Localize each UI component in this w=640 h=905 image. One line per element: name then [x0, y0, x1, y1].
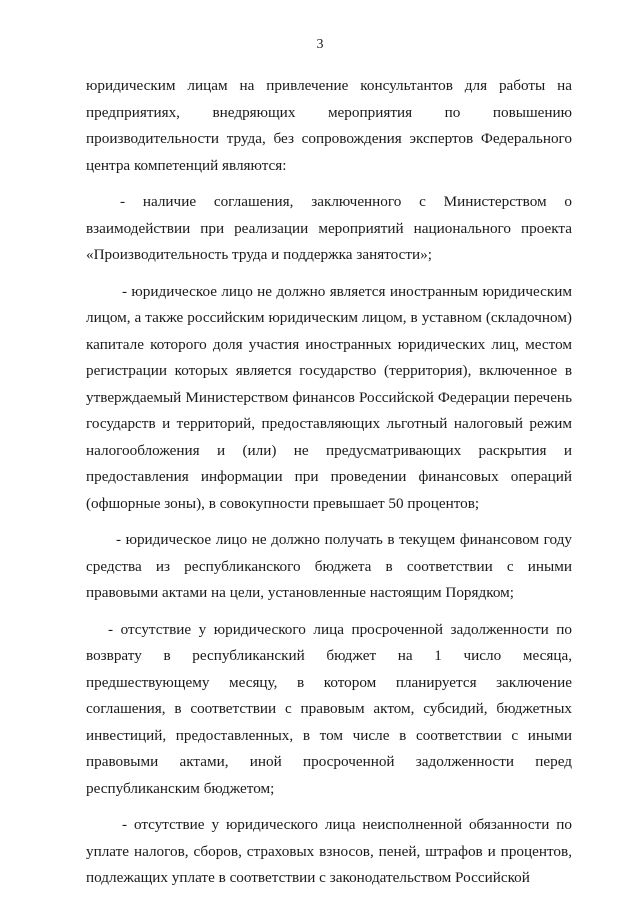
paragraph-foreign-entity: - юридическое лицо не должно является иностранным юридическим лицом, а также российским юридическим лицом, в уставном (складочном) капитале которого доля участия иностранных юридических лиц, местом регистрации которых является государство (территория), включенное в утверждаемый Министерством финансов Российской Федерации перечень государств и территорий, предоставляющих льготный налоговый режим налогообложения и (или) не предусматривающих раскрытия и предоставления информации при проведении финансовых операций (офшорные зоны), в совокупности превышает 50 процентов; — [86, 282, 572, 512]
paragraph-overdue-debt: - отсутствие у юридического лица просроченной задолженности по возврату в республиканский бюджет на 1 число месяца, предшествующему месяцу, в котором планируется заключение соглашения, в соответствии с правовым актом, субсидий, бюджетных инвестиций, предоставленных, в том числе в соответствии с иными правовыми актами, иной просроченной задолженности перед республиканским бюджетом; — [86, 620, 572, 797]
paragraph-intro: юридическим лицам на привлечение консультантов для работы на предприятиях, внедряющих мероприятия по повышению производительности труда, без сопровождения экспертов Федерального центра компетенций являются: — [86, 77, 572, 174]
paragraph-agreement: - наличие соглашения, заключенного с Министерством о взаимодействии при реализации мероприятий национального проекта «Производительность труда и поддержка занятости»; — [86, 193, 572, 263]
page-number: 3 — [316, 37, 324, 52]
document-body — [86, 73, 572, 892]
paragraph-tax-obligations: - отсутствие у юридического лица неисполненной обязанности по уплате налогов, сборов, страховых взносов, пеней, штрафов и процентов, подлежащих уплате в соответствии с законодательством Российской — [86, 816, 572, 886]
paragraph-budget-funds: - юридическое лицо не должно получать в текущем финансовом году средства из республиканского бюджета в соответствии с иными правовыми актами на цели, установленные настоящим Порядком; — [86, 531, 572, 601]
